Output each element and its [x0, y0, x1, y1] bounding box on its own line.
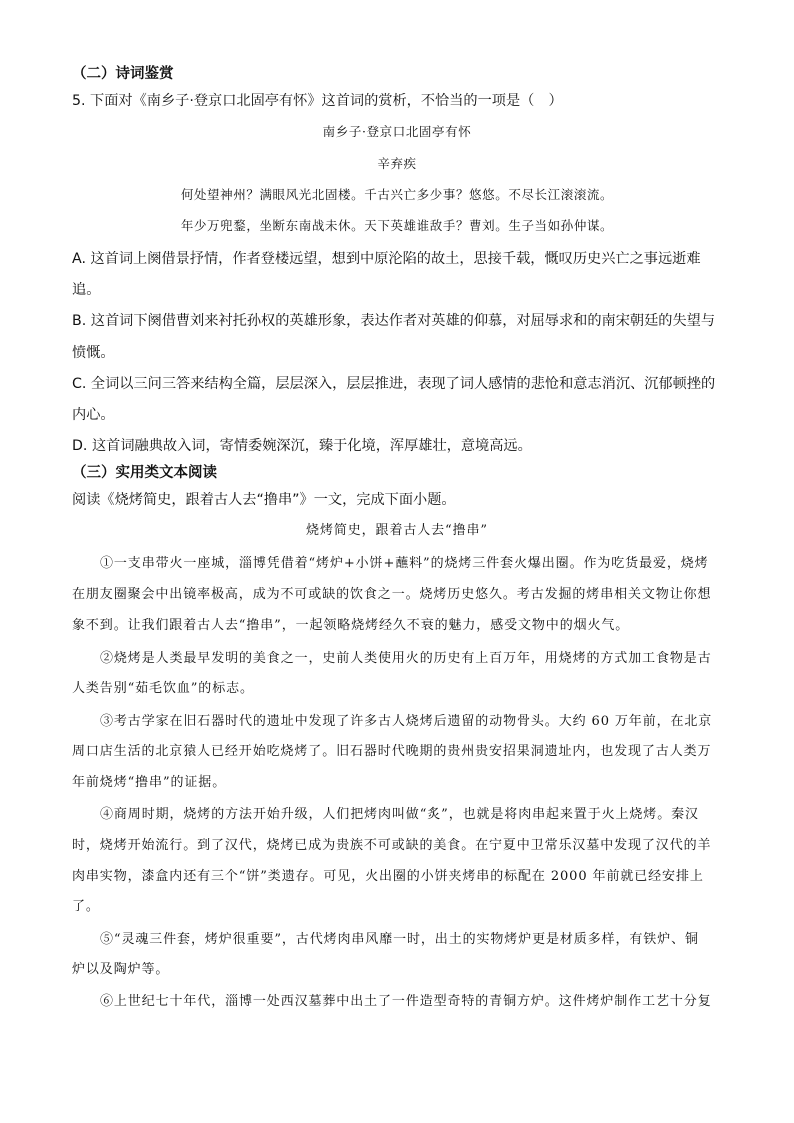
- question-5: 5. 下面对《南乡子·登京口北固亭有怀》这首词的赏析，不恰当的一项是（ ）: [72, 93, 563, 109]
- article-p4-line-1: ④商周时期，烧烤的方法开始升级，人们把烤肉叫做“炙”，也就是将肉串起来置于火上烧烤。秦汉: [100, 807, 699, 822]
- reading-intro: 阅读《烧烤简史，跟着古人去“撸串”》一文，完成下面小题。: [72, 492, 456, 508]
- article-p3-line-3: 年前烧烤“撸串”的证据。: [72, 775, 227, 790]
- option-b-line-2: 愤慨。: [72, 345, 115, 361]
- poem-author: 辛弃疾: [377, 156, 417, 171]
- article-p2-line-1: ②烧烤是人类最早发明的美食之一，史前人类使用火的历史有上百万年，用烧烤的方式加工食物是古: [100, 651, 712, 666]
- article-p6-line-1: ⑥上世纪七十年代，淄博一处西汉墓葬中出土了一件造型奇特的青铜方炉。这件烤炉制作工艺十分复: [100, 994, 712, 1009]
- article-p3-line-1: ③考古学家在旧石器时代的遗址中发现了许多古人烧烤后遗留的动物骨头。大约 60 万年前，在北京: [100, 714, 713, 729]
- option-a-line-2: 追。: [72, 282, 101, 298]
- article-p5-line-1: ⑤“灵魂三件套，烤炉很重要”，古代烤肉串风靡一时，出土的实物烤炉更是材质多样，有铁炉、铜: [100, 932, 699, 947]
- article-p4-line-3: 肉串实物，漆盒内还有三个“饼”类遗存。可见，火出圈的小饼夹烤串的标配在 2000 年前就已经安排上: [72, 869, 704, 884]
- poem-line-1: 何处望神州？满眼风光北固楼。千古兴亡多少事？悠悠。不尽长江滚滚流。: [180, 187, 614, 202]
- article-p1-line-3: 象不到。让我们跟着古人去“撸串”，一起领略烧烤经久不衰的魅力，感受文物中的烟火气。: [72, 618, 630, 633]
- article-p5-line-2: 炉以及陶炉等。: [72, 962, 170, 977]
- poem-title: 南乡子·登京口北固亭有怀: [322, 124, 472, 139]
- article-title: 烧烤简史，跟着古人去“撸串”: [306, 523, 488, 538]
- article-p4-line-4: 了。: [72, 899, 100, 914]
- option-d-line-1: D. 这首词融典故入词，寄情委婉深沉，臻于化境，浑厚雄壮，意境高远。: [72, 438, 532, 454]
- option-c-line-2: 内心。: [72, 407, 115, 423]
- article-p3-line-2: 周口店生活的北京猿人已经开始吃烧烤了。旧石器时代晚期的贵州贵安招果洞遗址内，也发现了古人类万: [72, 744, 712, 759]
- article-p1-line-2: 在朋友圈聚会中出镜率极高，成为不可或缺的饮食之一。烧烤历史悠久。考古发掘的烤串相关文物让你想: [72, 587, 712, 602]
- option-b-line-1: B. 这首词下阕借曹刘来衬托孙权的英雄形象，表达作者对英雄的仰慕，对屈辱求和的南宋朝廷的失望与: [72, 313, 716, 329]
- article-p1-line-1: ①一支串带火一座城，淄博凭借着“烤炉+小饼+蘸料”的烧烤三件套火爆出圈。作为吃货最爱，烧烤: [100, 556, 709, 571]
- article-p2-line-2: 人类告别“茹毛饮血”的标志。: [72, 681, 254, 696]
- option-c-line-1: C. 全词以三问三答来结构全篇，层层深入，层层推进，表现了词人感情的悲怆和意志消沉、沉郁顿挫的: [72, 376, 716, 392]
- option-a-line-1: A. 这首词上阕借景抒情，作者登楼远望，想到中原沦陷的故土，思接千载，慨叹历史兴亡之事远逝难: [72, 251, 701, 267]
- section2-heading: （二）诗词鉴赏: [72, 66, 174, 82]
- poem-line-2: 年少万兜鍪，坐断东南战未休。天下英雄谁敌手？曹刘。生子当如孙仲谋。: [180, 218, 614, 233]
- article-p4-line-2: 时，烧烤开始流行。到了汉代，烧烤已成为贵族不可或缺的美食。在宁夏中卫常乐汉墓中发现了汉代的羊: [72, 838, 712, 853]
- section3-heading: （三）实用类文本阅读: [72, 465, 217, 481]
